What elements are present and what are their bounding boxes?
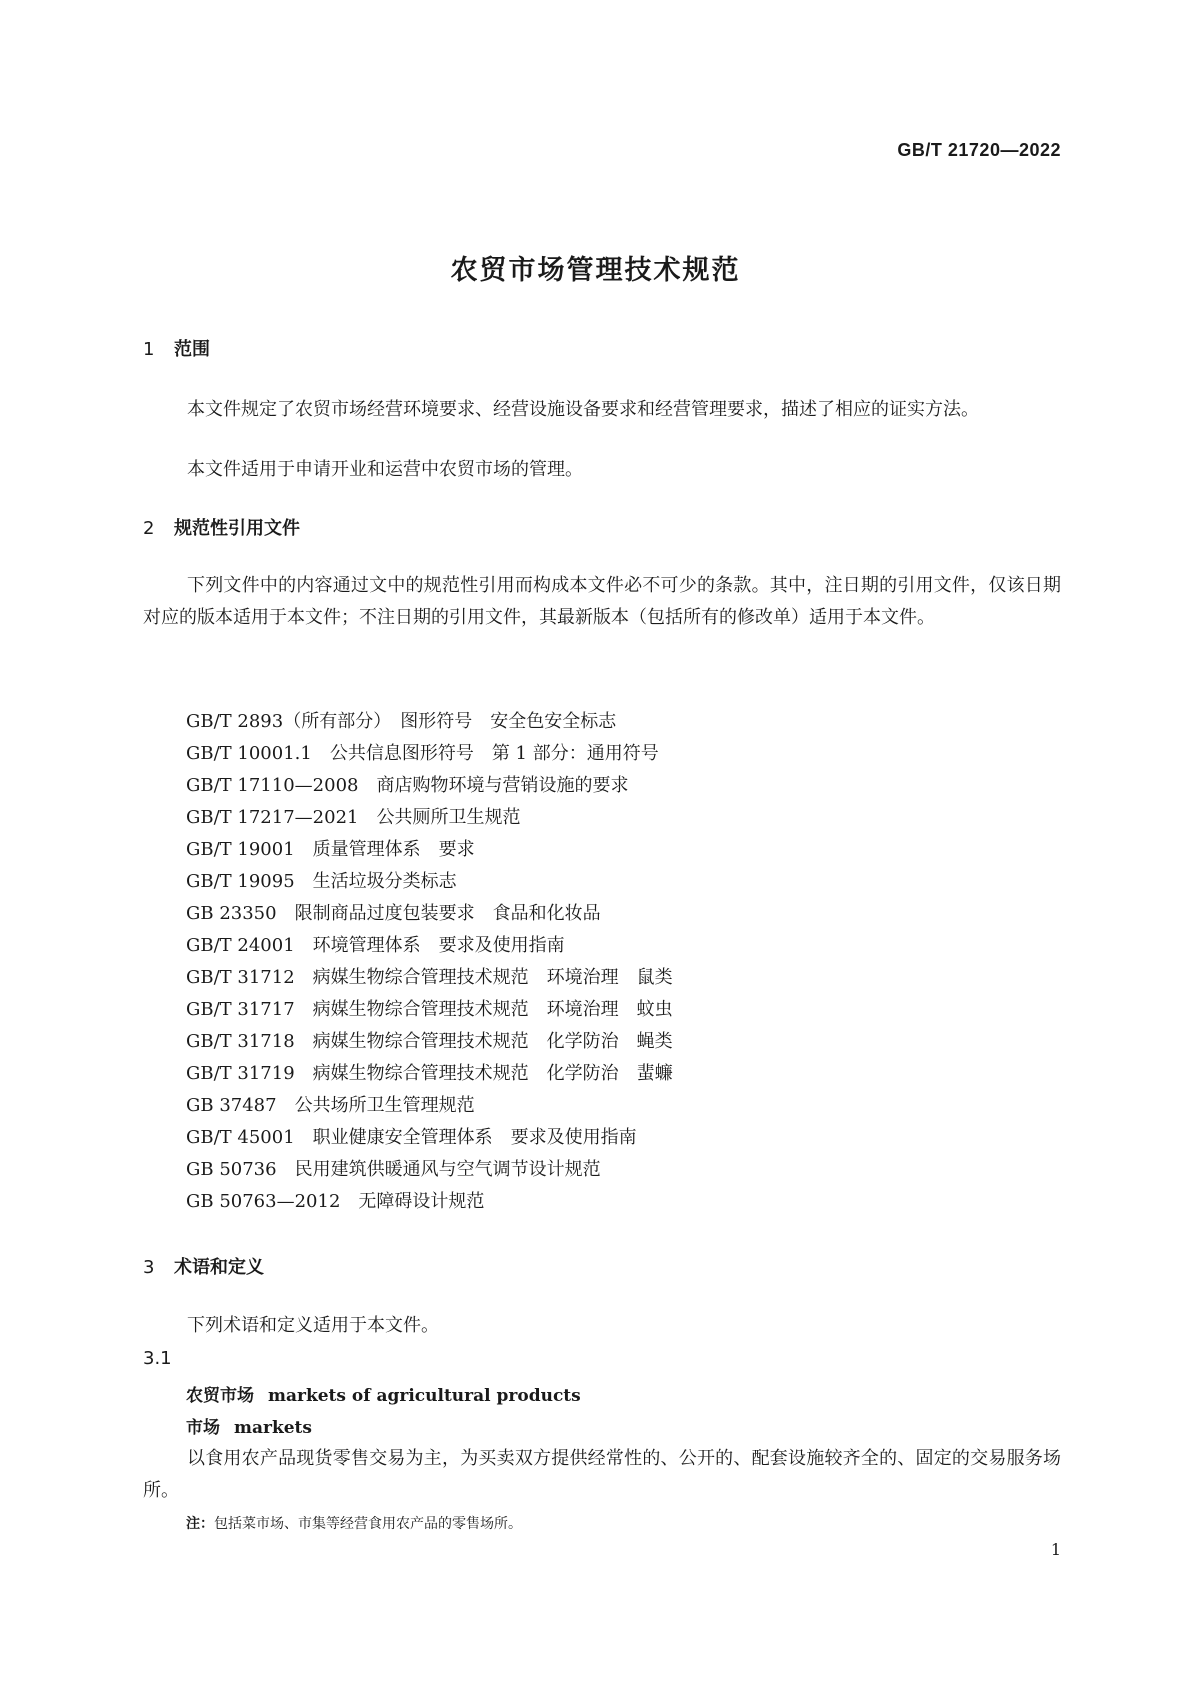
section-title: 术语和定义 bbox=[174, 1257, 264, 1278]
reference-list bbox=[186, 706, 673, 1218]
section-1-heading bbox=[143, 335, 210, 361]
reference-item: GB/T 17110—2008 商店购物环境与营销设施的要求 bbox=[186, 775, 629, 796]
term-note bbox=[186, 1513, 522, 1533]
section-2-intro: 下列文件中的内容通过文中的规范性引用而构成本文件必不可少的条款。其中，注日期的引用文件，仅该日期对应的版本适用于本文件；不注日期的引用文件，其最新版本（包括所有的修改单）适用于本文件。 bbox=[143, 575, 1061, 628]
section-title: 范围 bbox=[174, 339, 210, 360]
standard-code: GB/T 21720—2022 bbox=[897, 140, 1061, 160]
reference-item: GB/T 31717 病媒生物综合管理技术规范 环境治理 蚊虫 bbox=[186, 999, 673, 1020]
reference-item: GB 50763—2012 无障碍设计规范 bbox=[186, 1191, 485, 1212]
reference-item: GB 50736 民用建筑供暖通风与空气调节设计规范 bbox=[186, 1159, 601, 1180]
section-title: 规范性引用文件 bbox=[174, 518, 300, 539]
reference-item: GB/T 19001 质量管理体系 要求 bbox=[186, 839, 475, 860]
term-zh: 农贸市场 bbox=[186, 1386, 254, 1406]
term-alternative bbox=[186, 1413, 312, 1438]
reference-item: GB/T 2893（所有部分） 图形符号 安全色安全标志 bbox=[186, 711, 617, 732]
section-number: 1 bbox=[143, 339, 155, 360]
page-number: 1 bbox=[1050, 1540, 1061, 1559]
section-1-paragraph-2: 本文件适用于申请开业和运营中农贸市场的管理。 bbox=[187, 459, 583, 480]
section-number: 3 bbox=[143, 1257, 155, 1278]
note-text: 包括菜市场、市集等经营食用农产品的零售场所。 bbox=[214, 1516, 522, 1532]
reference-item: GB/T 31719 病媒生物综合管理技术规范 化学防治 蜚蠊 bbox=[186, 1063, 673, 1084]
term-en: markets of agricultural products bbox=[268, 1386, 581, 1406]
reference-item: GB/T 17217—2021 公共厕所卫生规范 bbox=[186, 807, 521, 828]
term-definition: 以食用农产品现货零售交易为主，为买卖双方提供经常性的、公开的、配套设施较齐全的、固定的交易服务场所。 bbox=[143, 1448, 1061, 1501]
section-3-heading bbox=[143, 1253, 264, 1279]
reference-item: GB 23350 限制商品过度包装要求 食品和化妆品 bbox=[186, 903, 601, 924]
reference-item: GB 37487 公共场所卫生管理规范 bbox=[186, 1095, 475, 1116]
reference-item: GB/T 19095 生活垃圾分类标志 bbox=[186, 871, 457, 892]
term-alt-en: markets bbox=[234, 1418, 312, 1438]
document-title: 农贸市场管理技术规范 bbox=[450, 255, 741, 286]
section-3-intro: 下列术语和定义适用于本文件。 bbox=[187, 1315, 439, 1336]
term-primary bbox=[186, 1381, 581, 1406]
reference-item: GB/T 31718 病媒生物综合管理技术规范 化学防治 蝇类 bbox=[186, 1031, 673, 1052]
reference-item: GB/T 10001.1 公共信息图形符号 第 1 部分：通用符号 bbox=[186, 743, 659, 764]
reference-item: GB/T 31712 病媒生物综合管理技术规范 环境治理 鼠类 bbox=[186, 967, 673, 988]
term-alt-zh: 市场 bbox=[186, 1418, 220, 1438]
section-number: 2 bbox=[143, 518, 155, 539]
reference-item: GB/T 24001 环境管理体系 要求及使用指南 bbox=[186, 935, 565, 956]
section-2-heading bbox=[143, 514, 300, 540]
note-label: 注： bbox=[186, 1516, 214, 1532]
term-number: 3.1 bbox=[143, 1348, 172, 1369]
reference-item: GB/T 45001 职业健康安全管理体系 要求及使用指南 bbox=[186, 1127, 637, 1148]
section-1-paragraph-1: 本文件规定了农贸市场经营环境要求、经营设施设备要求和经营管理要求，描述了相应的证实方法。 bbox=[187, 399, 979, 420]
